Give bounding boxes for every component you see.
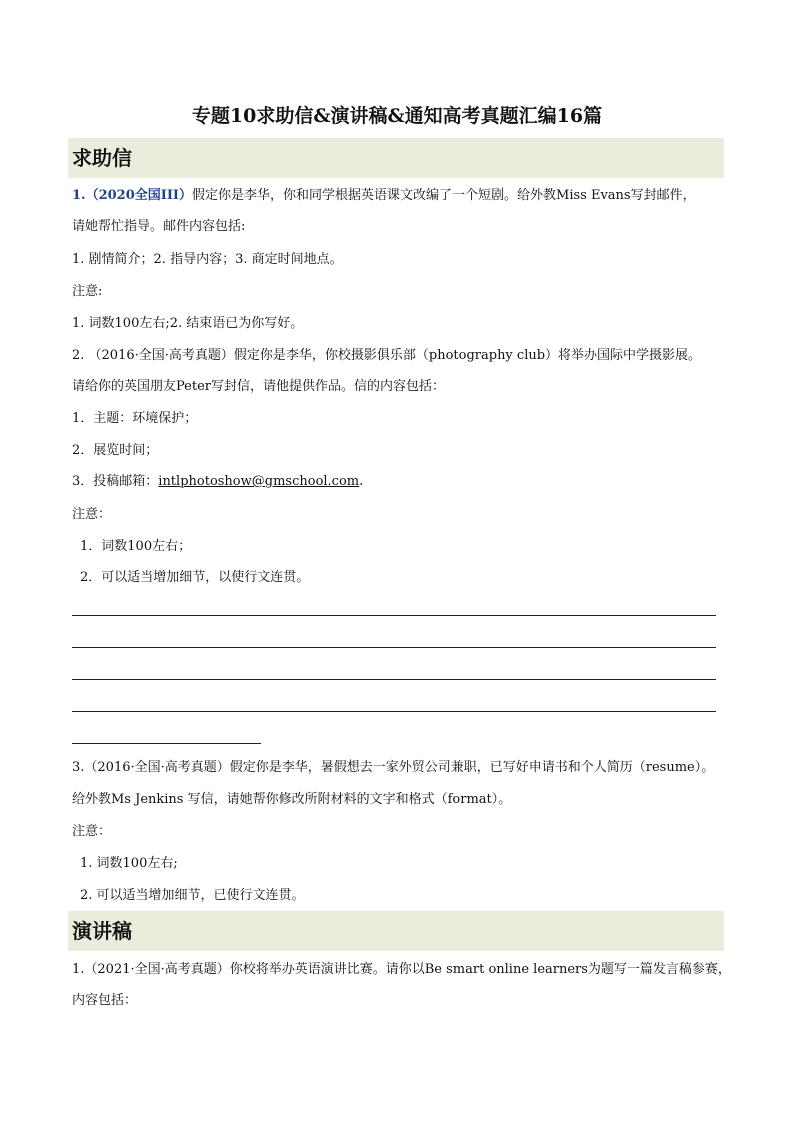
q2-line-1: 2. （2016·全国·高考真题）假定你是李华，你校摄影俱乐部（photography club）将举办国际中学摄影展。 bbox=[72, 348, 702, 363]
answer-line bbox=[72, 647, 716, 648]
email-link[interactable]: intlphotoshow@gmschool.com bbox=[158, 474, 360, 489]
page-title: 专题10求助信&演讲稿&通知高考真题汇编16篇 bbox=[191, 105, 603, 127]
q2-point-2: 2．展览时间； bbox=[72, 443, 159, 458]
q2-point-1: 1．主题：环境保护； bbox=[72, 411, 198, 426]
q1-text: 假定你是李华，你和同学根据英语课文改编了一个短剧。给外教Miss Evans写封邮件， bbox=[192, 188, 696, 203]
q3-note-2: 2. 可以适当增加细节，已使行文连贯。 bbox=[80, 888, 305, 903]
q2-note-label: 注意： bbox=[72, 507, 112, 522]
q1-number: 1. bbox=[72, 188, 86, 203]
q2-point-3 bbox=[72, 472, 363, 492]
q2-note-1: 1．词数100左右； bbox=[80, 539, 192, 554]
q1-note-1: 1. 词数100左右;2. 结束语已为你写好。 bbox=[72, 316, 304, 331]
q3-line-1: 3.（2016·全国·高考真题）假定你是李华，暑假想去一家外贸公司兼职，已写好申请书和个人简历（resume）。 bbox=[72, 760, 715, 775]
section-heading-speech: 演讲稿 bbox=[68, 911, 724, 951]
q2-point-3-end: . bbox=[359, 474, 364, 489]
q3-note-label: 注意： bbox=[72, 824, 112, 839]
answer-line bbox=[72, 711, 716, 712]
q2-note-2: 2．可以适当增加细节，以使行文连贯。 bbox=[80, 570, 310, 585]
q1-note-label: 注意: bbox=[72, 284, 103, 299]
q2-point-3-label: 3．投稿邮箱： bbox=[72, 474, 159, 489]
s1-line-2: 内容包括： bbox=[72, 993, 138, 1008]
q1-line-1 bbox=[72, 186, 696, 206]
q3-line-2: 给外教Ms Jenkins 写信，请她帮你修改所附材料的文字和格式（format）。 bbox=[72, 792, 512, 807]
q1-points: 1. 剧情简介；2. 指导内容；3. 商定时间地点。 bbox=[72, 252, 343, 267]
answer-line bbox=[72, 615, 716, 616]
section-heading-help-letter: 求助信 bbox=[68, 138, 724, 178]
answer-line bbox=[72, 679, 716, 680]
q1-source: （2020全国III） bbox=[85, 188, 193, 203]
q3-note-1: 1. 词数100左右; bbox=[80, 856, 178, 871]
s1-line-1: 1.（2021·全国·高考真题）你校将举办英语演讲比赛。请你以Be smart online learners为题写一篇发言稿参赛， bbox=[72, 962, 731, 977]
q1-line-2: 请她帮忙指导。邮件内容包括: bbox=[72, 219, 246, 234]
q2-line-2: 请给你的英国朋友Peter写封信，请他提供作品。信的内容包括： bbox=[72, 379, 445, 394]
answer-line-short bbox=[72, 743, 261, 744]
